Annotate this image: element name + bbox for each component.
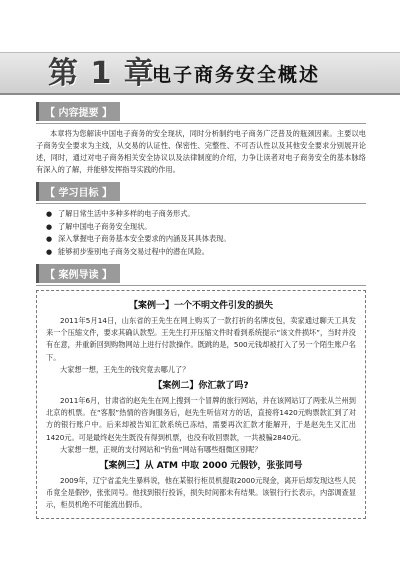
chapter-header (0, 0, 400, 96)
goals-section (36, 178, 366, 258)
case1-question: 大家想一想，王先生的钱究竟去哪儿了？ (60, 364, 190, 374)
cases-section (36, 260, 366, 519)
goals-list (46, 208, 366, 258)
summary-section (36, 98, 366, 176)
case2-paragraph: 2011年6月，甘肃省的赵先生在网上搜到一个冒牌的旅行网站，并在该网站订了两张从兰州到北京的机票。在“客服”热情的咨询服务后，赵先生听信对方的话，直接将1420元购票款汇到了对方的银行账户中。后来却被告知汇款系统已冻结，需要再次汇款才能解开，于是赵先生又汇出1420元。可是最终赵先生既没有得到机票，也没有收回票款，一共被骗2840元。 (46, 396, 356, 442)
chapter-title: 电子商务安全概述 (152, 64, 321, 86)
chapter-number: 第 1 章 (48, 56, 155, 91)
goal-text: 深入掌握电子商务基本安全要求的内涵及其具体表现。 (58, 234, 231, 243)
page-content (36, 98, 366, 519)
goal-text: 了解日常生活中多种多样的电子商务形式。 (58, 209, 195, 218)
case3-paragraph: 2009年，辽宁省孟先生暴料说，他在某银行柜员机提取2000元现金，离开后却发现这些人民币竟全是假钞，张张同号。他找到银行投诉，损失时间都未有结果。该银行行长表示，内部调查显示，柜员机绝不可能流出假币。 (46, 476, 356, 510)
list-item (46, 246, 366, 259)
list-item (46, 208, 366, 221)
case1-paragraph: 2011年5月14日，山东省的王先生在网上购买了一款打折的名牌皮包，卖家通过聊天工具发来一个压缩文件，要求其确认款型。王先生打开压缩文件时看到系统提示“该文件损坏”，当时并没有在意，并重新回到购物网站上进行付款操作。既跳的是，500元钱却被打入了另一个陌生账户名下。 (46, 316, 356, 362)
divider (36, 123, 366, 124)
bullet-icon: ● (46, 247, 53, 256)
cases-heading: 【 案例导读 】 (36, 264, 120, 283)
divider (36, 285, 366, 286)
list-item (46, 233, 366, 246)
case2-title: 【案例二】你汇款了吗? (153, 381, 249, 392)
goals-heading: 【 学习目标 】 (36, 182, 120, 201)
summary-text: 本章将为您解读中国电子商务的安全现状，同时分析制约电子商务广泛普及的瓶颈因素。主要以电子商务安全要求为主线，从交易的认证性、保密性、完整性、不可否认性以及其他安全要求分别展开论述，同时，通过对电子商务相关安全协议以及法律制度的介绍，力争让读者对电子商务安全的基本脉络有深入的了解，并能够发挥指导实践的作用。 (36, 129, 366, 174)
divider (36, 203, 366, 204)
summary-heading: 【 内容提要 】 (36, 102, 120, 121)
bullet-icon: ● (46, 235, 53, 243)
goal-text: 能够初步鉴别电子商务交易过程中的潜在风险。 (58, 246, 209, 256)
bullet-icon: ● (46, 210, 53, 218)
case3-title: 【案例三】从 ATM 中取 2000 元假钞，张张同号 (99, 461, 303, 472)
case2-question: 大家想一想，正规的支付网站和“钓鱼”网站有哪些细微区别呢？ (60, 444, 262, 454)
case-box (36, 290, 366, 519)
goal-text: 了解中国电子商务安全现状。 (58, 221, 152, 231)
list-item (46, 221, 366, 234)
case1-title: 【案例一】一个不明文件引发的损失 (128, 301, 273, 311)
bullet-icon: ● (46, 222, 53, 231)
